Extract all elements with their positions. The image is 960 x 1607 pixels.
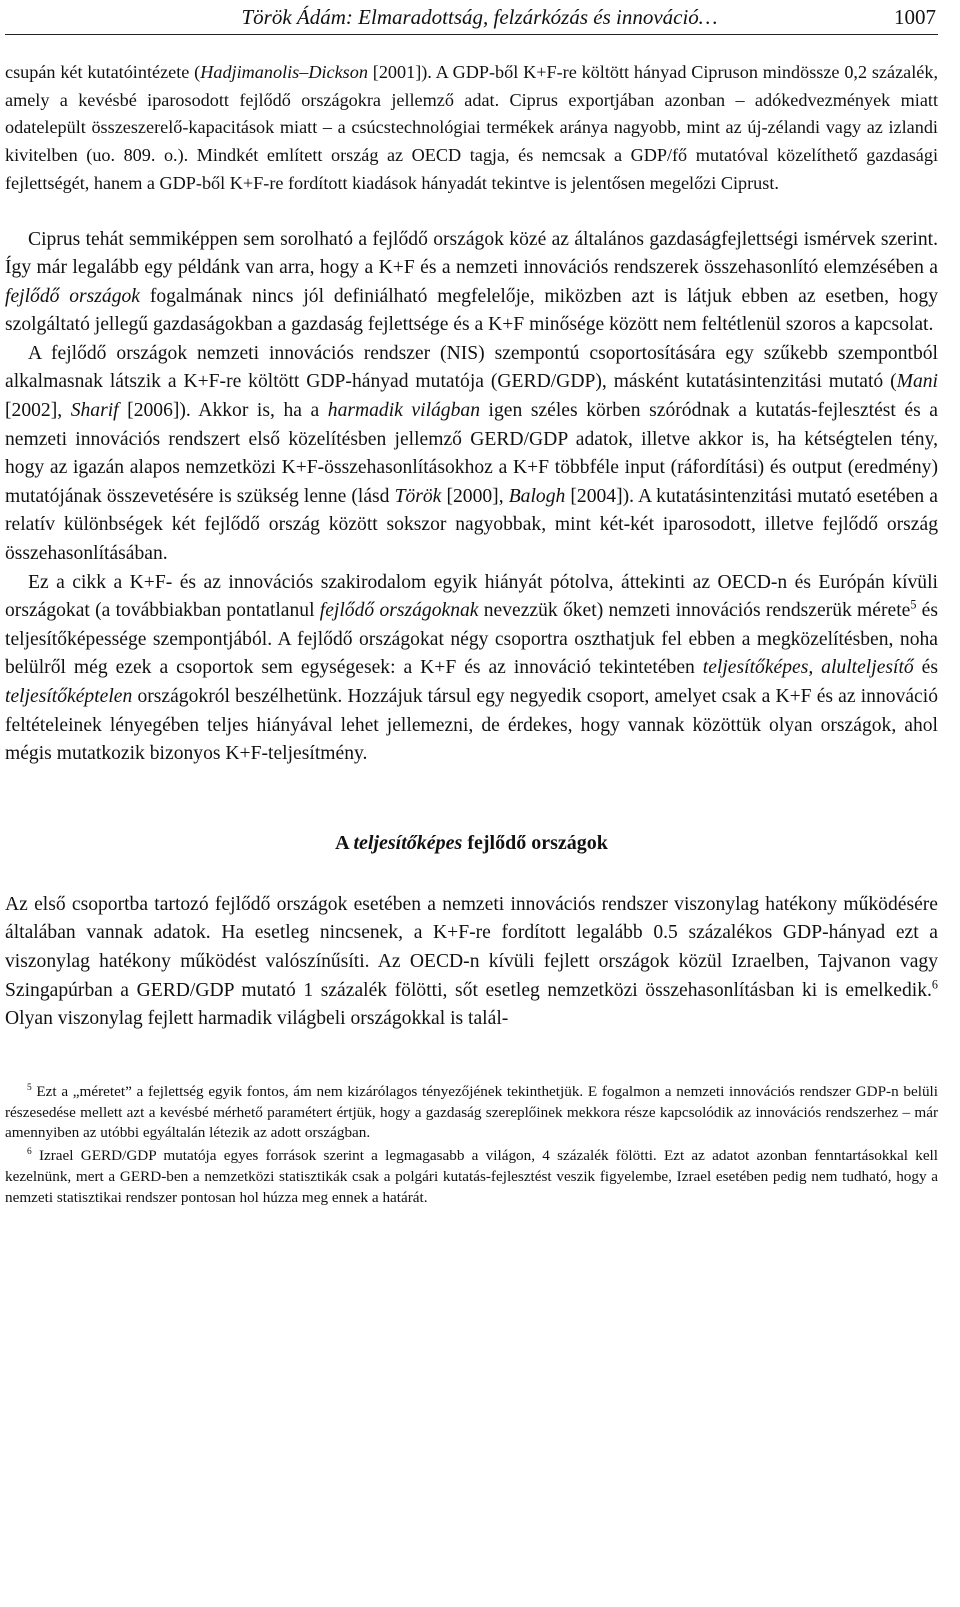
para4-italic-3: teljesítőképtelen [5,686,133,708]
footnotes [5,1082,938,1209]
footnote-ref-5[interactable]: 5 [910,597,917,612]
section-heading-prefix: A [335,831,354,854]
paragraph-1 [5,59,938,198]
para3-italic-5: Balogh [508,485,566,507]
para4-italic-1: fejlődő országoknak [319,600,479,622]
running-head-title: Török Ádám: Elmaradottság, felzárkózás és innováció… [241,5,718,29]
paragraph-3 [5,340,938,569]
section-heading-suffix: fejlődő országok [462,831,608,854]
para3-italic-4: Török [394,485,442,507]
footnote-5-number: 5 [27,1082,32,1093]
para2-text-2: fogalmának nincs jól definiálható megfelelője, miközben azt is látjuk ebben az esetben, hogy szolgáltató jellegű gazdaságokban a gazdaság fejlettsége és a K+F minősége között nem feltétlenül szoros a kapcsolat. [5,285,939,336]
paragraph-2 [5,226,938,340]
section-heading [5,829,938,857]
para3-text-4: igen széles körben szóródnak a kutatás-fejlesztést és a nemzeti innovációs rendszert első közelítésben jellemző GERD/GDP adatok, illetve akkor is, ha kétségtelen tény, hogy az igazán alapos nemzetközi K+F-összehasonlításokhoz a K+F többféle input (ráfordítási) és output (eredmény) mutatójának összevetésére is szükség lenne (lásd [5,400,938,507]
para3-text-3: [2006]). Akkor is, ha a [118,400,328,422]
para3-text-1: A fejlődő országok nemzeti innovációs rendszer (NIS) szempontú csoportosítására egy szűkebb szempontból alkalmasnak látszik a K+F-re költött GDP-hányad mutatója (GERD/GDP), másként kutatásintenzitási mutató ( [5,342,938,393]
para2-text-1: Ciprus tehát semmiképpen sem sorolható a fejlődő országok közé az általános gazdaságfejlettségi ismérvek szerint. Így már legalább egy példánk van arra, hogy a K+F és a nemzeti innovációs rendszerek összehasonlító elemzésében a [5,228,938,279]
para5-text-2: Olyan viszonylag fejlett harmadik világbeli országokkal is talál- [5,1008,509,1030]
running-head [5,0,938,35]
footnote-6 [5,1146,938,1208]
section-heading-italic: teljesítőképes [353,831,463,854]
para3-text-2: [2002], [5,400,71,422]
para4-text-1: Ez a cikk a K+F- és az innovációs szakirodalom egyik hiányát pótolva, áttekinti az OECD-n és Európán kívüli országokat (a továbbiakban pontatlanul [5,571,938,622]
para5-text-1: Az első csoportba tartozó fejlődő országok esetében a nemzeti innovációs rendszer viszonylag hatékony működésére általában vannak adatok. Ha esetleg nincsenek, a K+F-re fordított legalább 0.5 százalékos GDP-hányad ezt a viszonylag hatékony működést valószínűsíti. Az OECD-n kívüli fejlett országok közül Izraelben, Tajvanon vagy Szingapúrban a GERD/GDP mutató 1 százalék fölötti, sőt esetleg nemzetközi összehasonlításban ki is emelkedik. [5,893,938,1001]
footnote-6-text: Izrael GERD/GDP mutatója egyes források szerint a legmagasabb a világon, 4 százalék fölötti. Ezt az adatot azonban fenntartásokkal kell kezelnünk, mert a GERD-ben a nemzetközi statisztikák csak a polgári kutatás-fejlesztést veszik figyelembe, Izrael esetében pedig nem tudható, hogy a nemzeti statisztikai rendszer pontosan hol húzza meg ennek a határát. [5,1147,938,1206]
para4-italic-2: teljesítőképes, alulteljesítő [702,657,914,679]
para3-text-5: [2000], [441,485,509,507]
footnote-5-text: Ezt a „méretet” a fejlettség egyik fontos, ám nem kizárólagos tényezőjének tekinthetjük. E fogalmon a nemzeti innovációs rendszer GDP-n belüli részesedése mellett azt a kevésbé mérhető paramétert értjük, hogy a gazdaság szereplőinek mekkora része kapcsolódik az innovációs rendszerhez – már amennyiben az utóbbi egyáltalán létezik az adott országban. [5,1082,938,1142]
paragraph-5 [5,891,938,1034]
paragraph-4 [5,569,938,769]
para1-text-2: [2001]). A GDP-ből K+F-re költött hányad Cipruson mindössze 0,2 százalék, amely a kevésbé iparosodott fejlődő országokra jellemző adat. Ciprus exportjában azonban – adókedvezmények miatt odatelepült összeszerelő-kapacitások miatt – a csúcstechnológiai termékek aránya nagyobb, mint az új-zélandi vagy az izlandi kivitelben (uo. 809. o.). Mindkét említett ország az OECD tagja, és nemcsak a GDP/fő mutatóval közelíthető gazdasági fejlettségét, hanem a GDP-ből K+F-re fordított kiadások hányadát tekintve is jelentősen megelőzi Ciprust. [5,62,938,193]
para3-italic-1: Mani [896,371,938,393]
para4-text-2: nevezzük őket) nemzeti innovációs rendszerük mérete [478,600,911,622]
para4-text-4: és [913,657,938,679]
para3-italic-3: harmadik világban [327,400,480,422]
para4-text-5: országokról beszélhetünk. Hozzájuk társul egy negyedik csoport, amelyet csak a K+F és az innováció feltételeinek lényegében teljes hiányával lehet jellemezni, de érdekes, hogy vannak közöttük olyan országok, ahol mégis mutatkozik bizonyos K+F-teljesítmény. [5,686,938,765]
para1-text-1: csupán két kutatóintézete ( [5,62,201,82]
para3-italic-2: Sharif [70,400,119,422]
page-number: 1007 [894,5,936,29]
para2-italic-1: fejlődő országok [5,285,141,307]
footnote-ref-6[interactable]: 6 [931,977,938,992]
para4-text-3: és teljesítőképessége szempontjából. A fejlődő országokat négy csoportra oszthatjuk fel ebben a megközelítésben, noha belülről még ezek a csoportok sem egységesek: a K+F és az innováció tekintetében [5,600,938,679]
footnote-6-number: 6 [27,1147,32,1158]
para1-italic-1: Hadjimanolis–Dickson [200,62,368,82]
para3-text-6: [2004]). A kutatásintenzitási mutató esetében a relatív különbségek két fejlődő ország között sokszor nagyobbak, mint két-két iparosodott, illetve fejlődő ország összehasonlításában. [5,485,938,565]
footnote-5 [5,1082,938,1144]
